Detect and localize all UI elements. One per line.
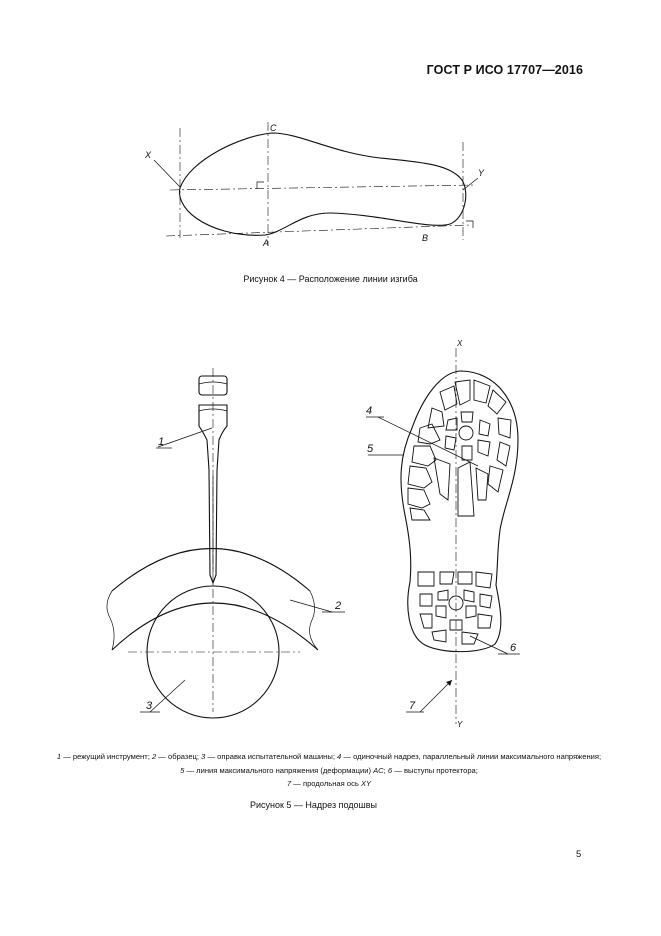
page-number: 5 <box>576 849 582 860</box>
legend-text-6: — выступы протектора; <box>392 765 478 775</box>
x-leader <box>154 160 180 187</box>
legend-num-4: 4 <box>337 752 342 761</box>
label-sole-x: X <box>457 339 463 348</box>
legend-text-5: — линия максимального напряжения (деформации) <box>184 765 374 775</box>
legend-text-1: — режущий инструмент; <box>61 752 152 761</box>
document-standard-header: ГОСТ Р ИСО 17707—2016 <box>426 63 583 77</box>
label-c: C <box>270 123 277 133</box>
leader-1 <box>158 428 212 447</box>
legend-text-7: — продольная ось <box>291 779 361 788</box>
legend-num-2: 2 <box>151 752 157 761</box>
legend-text-3: — оправка испытательной машины; <box>205 752 338 761</box>
specimen-outer-edge <box>112 549 310 592</box>
legend-num-5: 5 <box>180 765 185 775</box>
figure5-legend <box>56 750 602 791</box>
single-cut-line <box>378 417 478 466</box>
legend-text-2: — образец; <box>156 752 202 761</box>
label-b: B <box>422 233 429 243</box>
tool-cap-break <box>199 382 227 384</box>
callout-4: 4 <box>366 405 373 417</box>
label-y: Y <box>478 168 485 178</box>
label-a: A <box>263 238 270 248</box>
heel-tread-lugs <box>418 572 492 644</box>
legend-num-3: 3 <box>201 752 206 761</box>
callout-5: 5 <box>367 443 374 455</box>
legend-num-6: 6 <box>387 765 393 775</box>
specimen-inner-edge <box>112 603 318 650</box>
label-sole-y: Y <box>457 720 463 729</box>
right-angle-marker <box>466 221 473 228</box>
right-angle-marker <box>257 182 264 189</box>
leader-6 <box>470 636 508 654</box>
legend-ac: AC <box>373 765 384 775</box>
legend-num-7: 7 <box>286 779 292 788</box>
callout-2: 2 <box>335 600 342 612</box>
label-x: X <box>145 150 152 160</box>
specimen-break-left <box>107 591 114 650</box>
figure5-caption: Рисунок 5 — Надрез подошвы <box>249 800 378 810</box>
legend-sep: ; <box>383 765 388 775</box>
legend-text-4: — одиночный надрез, параллельный линии максимального напряжения; <box>341 752 602 761</box>
leader-7 <box>420 680 452 712</box>
y-leader <box>463 178 478 190</box>
legend-xy: XY <box>360 779 372 788</box>
callout-3: 3 <box>146 700 153 712</box>
specimen-break-right <box>310 591 318 650</box>
insole-outline <box>180 133 466 235</box>
forefoot-tread-lugs <box>428 380 511 516</box>
legend-num-1: 1 <box>56 752 62 761</box>
chevron-tread-lugs <box>408 424 440 520</box>
figure4-caption: Рисунок 4 — Расположение линии изгиба <box>243 274 418 284</box>
xy-axis-line <box>170 185 476 190</box>
callout-1: 1 <box>158 436 165 448</box>
leader-2 <box>290 600 332 612</box>
figure5-sole <box>366 339 520 729</box>
figure5-cutting-setup <box>107 368 345 718</box>
callout-6: 6 <box>510 642 517 654</box>
callout-7: 7 <box>409 700 416 712</box>
figure4-drawing <box>144 122 485 248</box>
